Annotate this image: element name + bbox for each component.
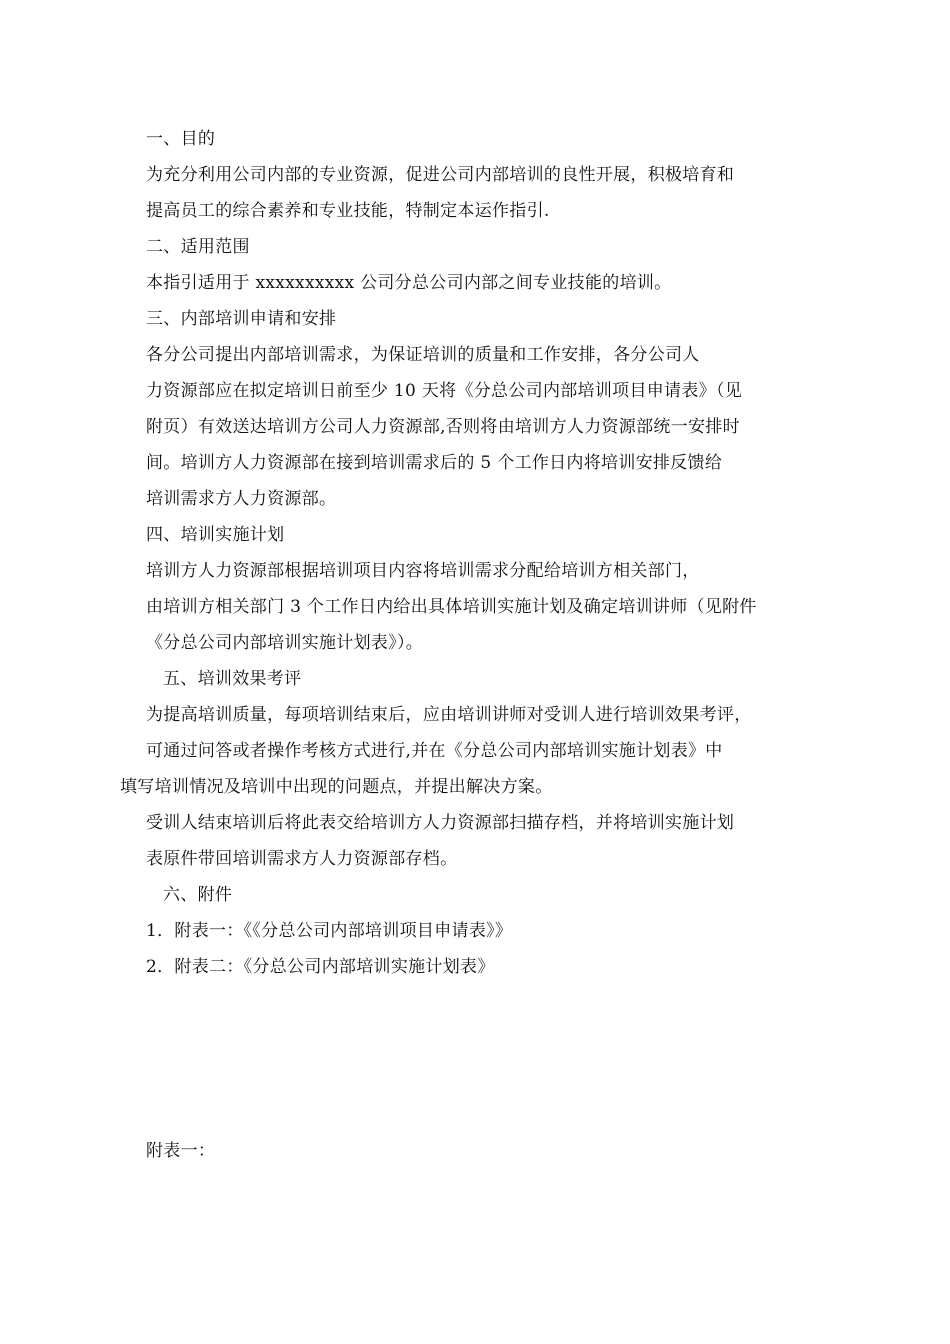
- paragraph-line: 力资源部应在拟定培训日前至少 10 天将《分总公司内部培训项目申请表》（见: [146, 381, 743, 401]
- paragraph-line: 受训人结束培训后将此表交给培训方人力资源部扫描存档，并将培训实施计划: [146, 813, 735, 833]
- section-heading-attachments: 六、附件: [163, 885, 233, 905]
- paragraph-line: 间。培训方人力资源部在接到培训需求后的 5 个工作日内将培训安排反馈给: [146, 453, 723, 473]
- appendix-label: 附表一：: [146, 1141, 216, 1161]
- paragraph-line: 培训方人力资源部根据培训项目内容将培训需求分配给培训方相关部门，: [146, 561, 700, 581]
- section-heading-evaluation: 五、培训效果考评: [163, 669, 302, 689]
- section-heading-purpose: 一、目的: [146, 129, 216, 149]
- section-heading-application: 三、内部培训申请和安排: [146, 309, 337, 329]
- paragraph-line: 《分总公司内部培训实施计划表》）。: [146, 633, 424, 653]
- paragraph-line: 填写培训情况及培训中出现的问题点，并提出解决方案。: [120, 777, 553, 797]
- section-heading-scope: 二、适用范围: [146, 237, 250, 257]
- section-heading-plan: 四、培训实施计划: [146, 525, 285, 545]
- paragraph-line: 各分公司提出内部培训需求，为保证培训的质量和工作安排，各分公司人: [146, 345, 700, 365]
- paragraph-line: 可通过问答或者操作考核方式进行,并在《分总公司内部培训实施计划表》中: [146, 741, 723, 761]
- paragraph-line: 为提高培训质量，每项培训结束后，应由培训讲师对受训人进行培训效果考评，: [146, 705, 752, 725]
- paragraph-line: 培训需求方人力资源部。: [146, 489, 337, 509]
- attachment-item-1: 1．附表一：《《分总公司内部培训项目申请表》》: [146, 921, 513, 941]
- paragraph-line: 提高员工的综合素养和专业技能，特制定本运作指引.: [146, 201, 550, 221]
- paragraph-line: 为充分利用公司内部的专业资源，促进公司内部培训的良性开展，积极培育和: [146, 165, 735, 185]
- paragraph-line: 由培训方相关部门 3 个工作日内给出具体培训实施计划及确定培训讲师（见附件: [146, 597, 757, 617]
- attachment-item-2: 2．附表二：《分总公司内部培训实施计划表》: [146, 957, 495, 977]
- paragraph-line: 附页）有效送达培训方公司人力资源部,否则将由培训方人力资源部统一安排时: [146, 417, 740, 437]
- paragraph-line: 表原件带回培训需求方人力资源部存档。: [146, 849, 458, 869]
- paragraph-line: 本指引适用于 xxxxxxxxxx 公司分总公司内部之间专业技能的培训。: [146, 273, 672, 293]
